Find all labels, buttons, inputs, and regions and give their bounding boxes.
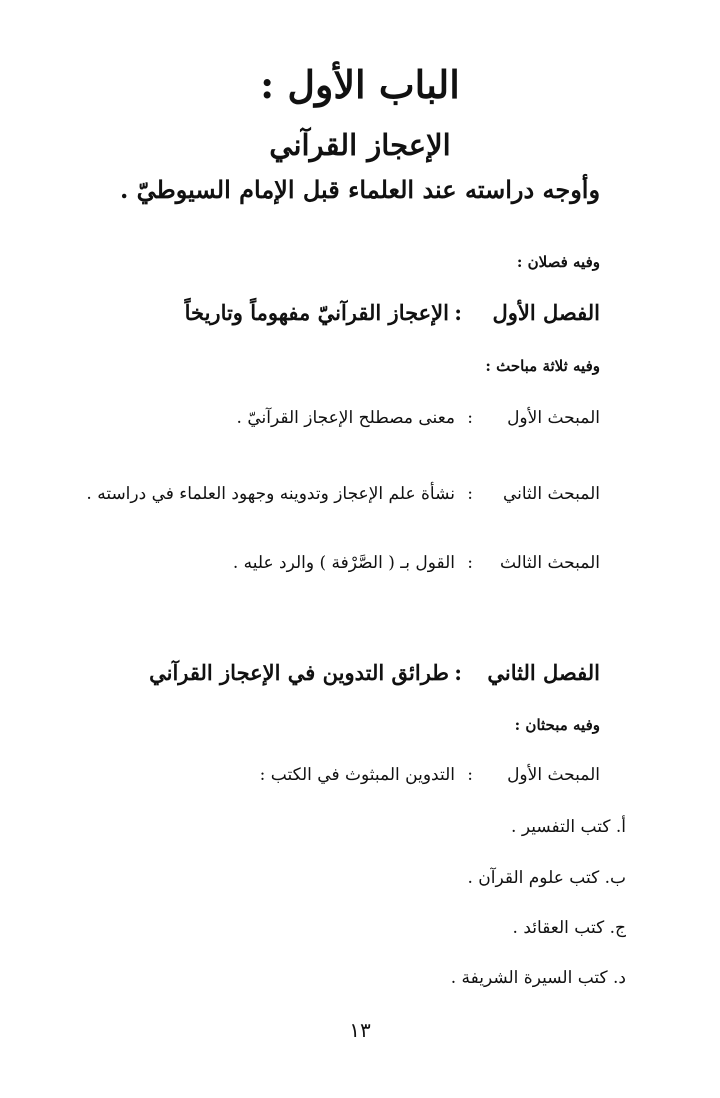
list-item: د. كتب السيرة الشريفة .	[450, 968, 626, 988]
list-item: ب. كتب علوم القرآن .	[467, 868, 626, 888]
page-number: ١٣	[349, 1018, 371, 1042]
chapter-1-intro: وفيه ثلاثة مباحث :	[485, 357, 600, 375]
list-item: أ. كتب التفسير .	[511, 817, 626, 837]
part-subtitle: وأوجه دراسته عند العلماء قبل الإمام السيوطيّ .	[119, 175, 601, 204]
chapter-2-label: الفصل الثاني	[487, 660, 600, 685]
section-1-1-text: معنى مصطلح الإعجاز القرآنيّ .	[236, 408, 455, 428]
section-2-1-label: المبحث الأول	[507, 765, 600, 785]
section-1-1-separator: :	[467, 408, 473, 428]
section-1-2-separator: :	[467, 484, 473, 504]
part-title: الباب الأول :	[260, 62, 460, 107]
section-1-2-label: المبحث الثاني	[502, 484, 600, 504]
list-item: ج. كتب العقائد .	[512, 918, 626, 938]
chapter-2-intro: وفيه مبحثان :	[514, 716, 600, 734]
section-1-3-label: المبحث الثالث	[499, 553, 600, 573]
part-intro: وفيه فصلان :	[516, 253, 600, 271]
chapter-1-title: الإعجاز القرآنيّ مفهوماً وتاريخاً	[184, 300, 449, 325]
part-subject: الإعجاز القرآني	[269, 128, 451, 162]
section-2-1-separator: :	[467, 765, 473, 785]
chapter-1-label: الفصل الأول	[492, 300, 600, 325]
chapter-1-separator: :	[454, 300, 462, 325]
section-1-2-text: نشأة علم الإعجاز وتدوينه وجهود العلماء في دراسته .	[86, 484, 455, 504]
section-2-1-text: التدوين المبثوث في الكتب :	[259, 765, 455, 785]
chapter-2-separator: :	[454, 660, 462, 685]
section-1-3-text: القول بـ ( الصَّرْفة ) والرد عليه .	[232, 553, 455, 573]
section-1-1-label: المبحث الأول	[507, 408, 600, 428]
chapter-2-title: طرائق التدوين في الإعجاز القرآني	[149, 660, 449, 685]
section-1-3-separator: :	[467, 553, 473, 573]
